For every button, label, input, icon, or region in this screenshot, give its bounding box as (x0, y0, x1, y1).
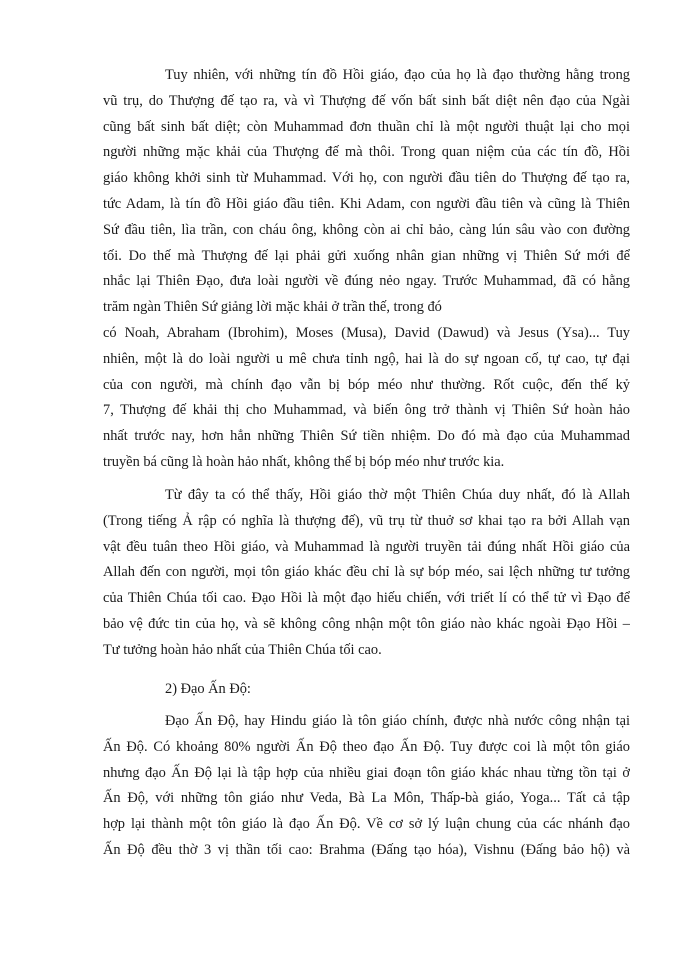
section-heading-text: 2) Đạo Ấn Độ: (165, 681, 251, 697)
text-line: Sứ đầu tiên, lìa trần, con cháu ông, không còn ai chỉ bảo, càng lún sâu vào con đường (103, 221, 630, 238)
text-line: tối. Do thế mà Thượng đế lại phải gửi xuống nhân gian những vị Thiên Sứ mới để (103, 247, 630, 264)
text-line: cũng bất sinh bất diệt; còn Muhammad đơn thuần chỉ là một người thuật lại cho mọi (103, 118, 630, 135)
text-line: Allah đến con người, mọi tôn giáo khác đều chỉ là sự bóp méo, sai lệch những tư tưởng (103, 564, 630, 581)
text-line: Ấn Độ. Có khoảng 80% người Ấn Độ theo đạo Ấn Độ. Tuy được coi là một tôn giáo (103, 738, 630, 755)
text-line: vật đều tuân theo Hồi giáo, và Muhammad là người truyền tải đúng nhất Hồi giáo của (103, 538, 630, 555)
text-line: Ấn Độ đều thờ 3 vị thần tối cao: Brahma (Đấng tạo hóa), Vishnu (Đấng bảo hộ) và (103, 841, 630, 858)
text-line: người những mặc khải của Thượng đế mà thôi. Trong quan niệm của các tín đồ, Hồi (103, 144, 630, 161)
text-line: Từ đây ta có thể thấy, Hồi giáo thờ một Thiên Chúa duy nhất, đó là Allah (165, 487, 630, 503)
text-line: trăm ngàn Thiên Sứ giảng lời mặc khải ở trần thế, trong đó (103, 299, 442, 316)
text-line: hợp lại thành một tôn giáo là đạo Ấn Độ. Về cơ sở lý luận chung của các nhánh đạo (103, 816, 630, 833)
text-line: truyền bá cũng là hoàn hảo nhất, không thể bị bóp méo như trước kia. (103, 453, 505, 470)
paragraph-hinduism (103, 709, 630, 864)
text-line: nhất trước nay, hơn hẳn những Thiên Sứ tiền nhiệm. Do đó mà đạo của Muhammad (103, 428, 630, 445)
text-line: Đạo Ấn Độ, hay Hindu giáo là tôn giáo chính, được nhà nước công nhận tại (165, 713, 630, 729)
text-line: tức Adam, là tín đồ Hồi giáo đầu tiên. Khi Adam, con người đầu tiên và cũng là Thiên (103, 195, 630, 212)
text-line: 7, Thượng đế khải thị cho Muhammad, và biến ông trở thành vị Thiên Sứ hoàn hảo (103, 402, 630, 419)
text-line: nhưng đạo Ấn Độ lại là tập hợp của nhiều giai đoạn tôn giáo khác nhau từng tồn tại ở (103, 764, 630, 781)
text-line: có Noah, Abraham (Ibrohim), Moses (Musa), David (Dawud) và Jesus (Ysa)... Tuy (103, 324, 630, 341)
paragraph-islam-prophets (103, 63, 630, 476)
text-line: nhắc lại Thiên Đạo, đưa loài người về đúng nẻo ngay. Trước Muhammad, đã có hằng (103, 273, 630, 290)
text-line: vũ trụ, do Thượng đế tạo ra, và vì Thượng đế vốn bất sinh bất diệt nên đạo của Ngài (103, 92, 630, 109)
text-line: giáo không khởi sinh từ Muhammad. Với họ, con người đầu tiên do Thượng đế tạo ra, (103, 170, 630, 187)
text-line: của Thiên Chúa tối cao. Đạo Hồi là một đạo hiếu chiến, với triết lí có thể tử vì Đạo để (103, 590, 630, 607)
text-line: Ấn Độ, với những tôn giáo như Veda, Bà La Môn, Thấp-bà giáo, Yoga... Tất cả tập (103, 790, 630, 807)
paragraph-allah-monotheism (103, 483, 630, 664)
text-line: bảo vệ đức tin của họ, và sẽ không công nhận một tôn giáo nào khác ngoài Đạo Hồi – (103, 615, 630, 632)
text-line: của con người, mà chính đạo vẫn bị bóp méo như thường. Rốt cuộc, đến thế kỷ (103, 376, 630, 393)
text-line: Tuy nhiên, với những tín đồ Hồi giáo, đạo của họ là đạo thường hằng trong (165, 67, 630, 83)
text-line: (Trong tiếng Ả rập có nghĩa là thượng đế), vũ trụ từ thuở sơ khai tạo ra bởi Allah vạn (103, 512, 630, 529)
text-line: nhiên, một là do loài người u mê chưa tỉnh ngộ, hai là do sự ngoan cố, tự cao, tự đại (103, 350, 630, 367)
text-line: Tư tưởng hoàn hảo nhất của Thiên Chúa tối cao. (103, 641, 382, 658)
section-heading-hinduism (103, 677, 630, 703)
